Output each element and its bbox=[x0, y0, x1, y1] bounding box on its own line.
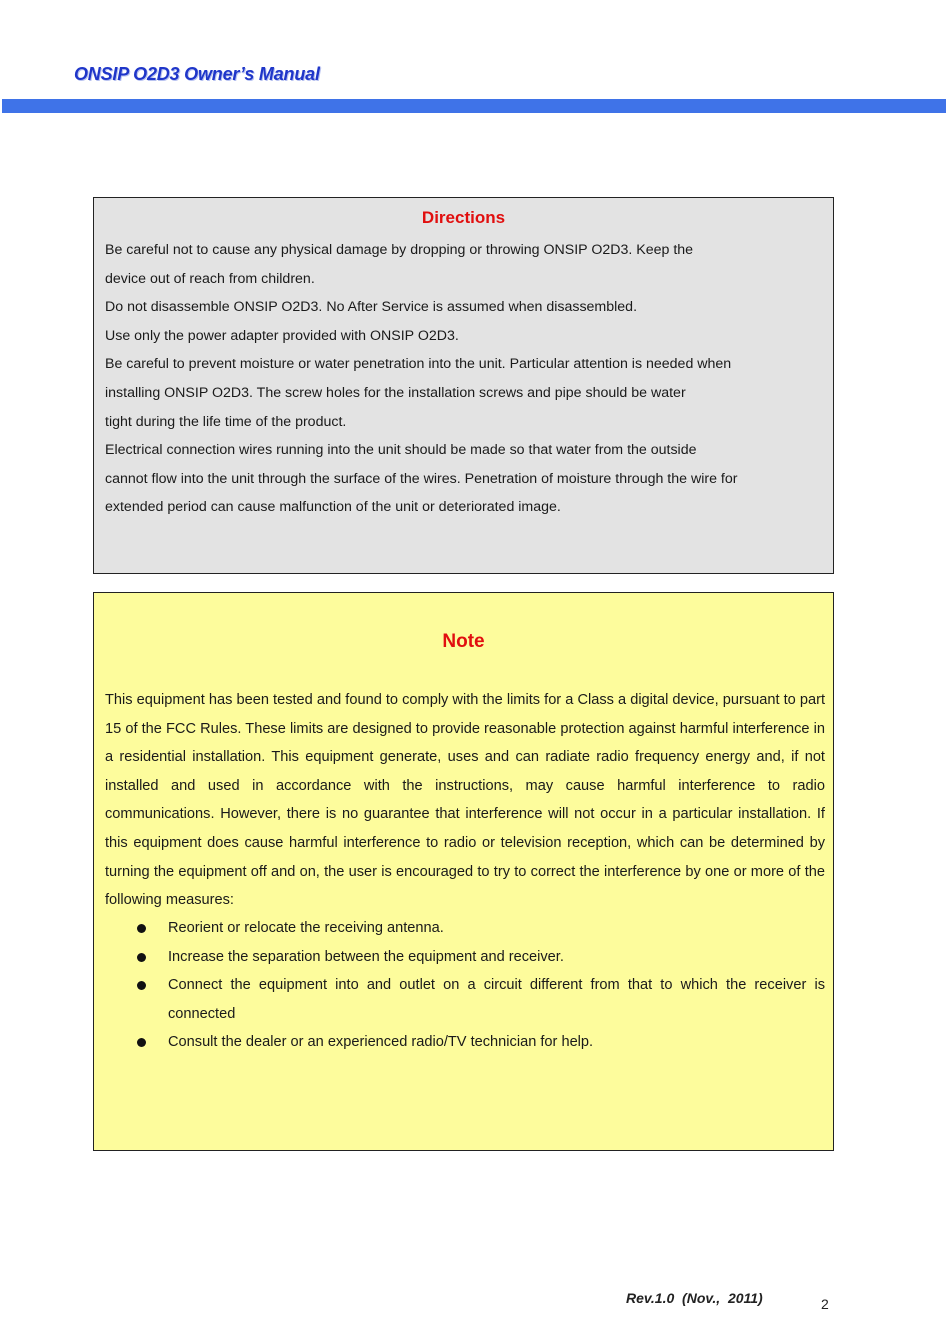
list-item bbox=[105, 971, 825, 1028]
list-item-text: Consult the dealer or an experienced radio/TV technician for help. bbox=[168, 1034, 594, 1051]
directions-line: Electrical connection wires running into the unit should be made so that water from the outside bbox=[105, 442, 697, 459]
revision-label: Rev.1.0 (Nov., 2011) bbox=[626, 1290, 763, 1306]
directions-text bbox=[105, 236, 825, 522]
directions-line: Do not disassemble ONSIP O2D3. No After Service is assumed when disassembled. bbox=[105, 299, 638, 316]
list-item-text: Connect the equipment into and outlet on a circuit different from that to which the receiver is connected bbox=[168, 977, 825, 1022]
fcc-notice-paragraph: This equipment has been tested and found to comply with the limits for a Class a digital device, pursuant to part 15 of the FCC Rules. These limits are designed to provide reasonable protection against harmful interference in a residential installation. This equipment generate, uses and can radiate radio frequency energy and, if not installed and used in accordance with the instructions, may cause harmful interference to radio communications. However, there is no guarantee that interference will not occur in a particular installation. If this equipment does cause harmful interference to radio or television reception, which can be determined by turning the equipment off and on, the user is encouraged to try to correct the interference by one or more of the following measures: bbox=[105, 692, 825, 909]
directions-line: installing ONSIP O2D3. The screw holes for the installation screws and pipe should be water bbox=[105, 384, 686, 401]
directions-line: Be careful to prevent moisture or water penetration into the unit. Particular attention is needed when bbox=[105, 356, 732, 373]
directions-line: extended period can cause malfunction of the unit or deteriorated image. bbox=[105, 499, 561, 516]
bullet-icon bbox=[137, 953, 146, 962]
list-item bbox=[105, 943, 825, 972]
header-accent-bar bbox=[2, 99, 946, 113]
list-item-text: Reorient or relocate the receiving antenna. bbox=[168, 920, 444, 936]
bullet-icon bbox=[137, 1038, 146, 1047]
directions-line: cannot flow into the unit through the surface of the wires. Penetration of moisture through the wire for bbox=[105, 470, 738, 487]
bullet-icon bbox=[137, 924, 146, 933]
list-item-text: Increase the separation between the equipment and receiver. bbox=[168, 948, 564, 965]
directions-title: Directions bbox=[421, 208, 506, 227]
directions-line: tight during the life time of the product. bbox=[105, 413, 347, 430]
measures-list bbox=[105, 914, 825, 1057]
page-number: 2 bbox=[821, 1296, 829, 1312]
directions-line: Use only the power adapter provided with ONSIP O2D3. bbox=[105, 327, 459, 344]
list-item bbox=[105, 1028, 825, 1057]
bullet-icon bbox=[137, 981, 146, 990]
directions-box bbox=[93, 197, 834, 574]
directions-line: device out of reach from children. bbox=[105, 270, 315, 287]
note-box bbox=[93, 592, 834, 1151]
note-title: Note bbox=[442, 631, 485, 652]
directions-line: Be careful not to cause any physical damage by dropping or throwing ONSIP O2D3. Keep the bbox=[105, 242, 694, 258]
manual-title: ONSIP O2D3 Owner’s Manual bbox=[74, 64, 320, 84]
list-item bbox=[105, 914, 825, 943]
